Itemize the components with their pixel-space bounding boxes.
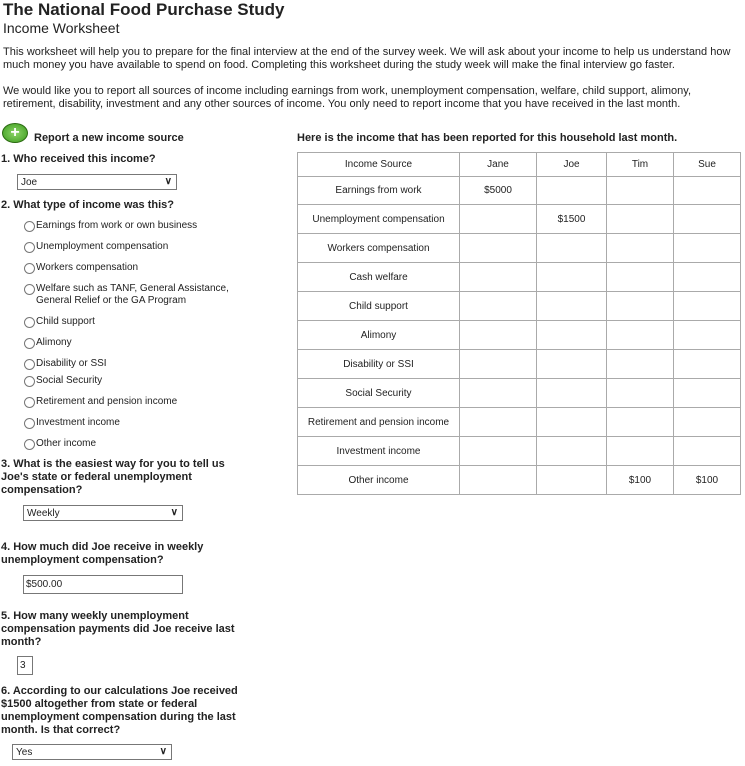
radio-circle-icon — [24, 376, 35, 387]
amount-cell: $5000 — [460, 177, 537, 205]
table-row — [298, 408, 741, 437]
amount-cell — [607, 408, 674, 437]
payments-count-input[interactable]: 3 — [17, 656, 33, 675]
column-header: Jane — [460, 153, 537, 177]
frequency-select[interactable] — [23, 505, 183, 521]
intro-paragraph: We would like you to report all sources of income including earnings from work, unemployment compensation, welfare, child support, alimony, retirement, disability, investment and any other sources of income. You only need to report income that you have received in the last month. — [3, 85, 692, 110]
income-source-cell: Cash welfare — [298, 263, 460, 292]
amount-cell — [460, 379, 537, 408]
amount-cell — [460, 466, 537, 495]
radio-label: Child support — [36, 316, 95, 327]
income-type-radio[interactable] — [24, 375, 102, 387]
income-type-radio[interactable] — [24, 337, 72, 349]
table-title: Here is the income that has been reported for this household last month. — [297, 132, 678, 144]
table-row — [298, 437, 741, 466]
amount-cell — [460, 263, 537, 292]
income-source-cell: Other income — [298, 466, 460, 495]
income-type-radio[interactable] — [24, 438, 96, 450]
amount-cell — [460, 321, 537, 350]
table-row — [298, 205, 741, 234]
income-type-radio[interactable] — [24, 396, 177, 408]
frequency-value: Weekly — [27, 508, 60, 519]
income-type-radio[interactable] — [24, 220, 197, 232]
radio-circle-icon — [24, 284, 35, 295]
confirm-select[interactable] — [12, 744, 172, 760]
amount-cell — [537, 350, 607, 379]
amount-cell — [674, 292, 741, 321]
income-type-radio[interactable] — [24, 417, 120, 429]
amount-cell — [607, 437, 674, 466]
table-row — [298, 263, 741, 292]
income-source-cell: Retirement and pension income — [298, 408, 460, 437]
amount-cell — [674, 263, 741, 292]
income-source-cell: Investment income — [298, 437, 460, 466]
amount-cell — [537, 292, 607, 321]
weekly-amount-input[interactable]: $500.00 — [23, 575, 183, 594]
column-header: Income Source — [298, 153, 460, 177]
amount-cell — [460, 205, 537, 234]
amount-cell — [607, 234, 674, 263]
radio-label: Welfare such as TANF, General Assistance, General Relief or the GA Program — [36, 283, 229, 306]
radio-label: Disability or SSI — [36, 358, 107, 369]
income-source-cell: Social Security — [298, 379, 460, 408]
radio-circle-icon — [24, 397, 35, 408]
q2-label: 2. What type of income was this? — [1, 199, 174, 211]
amount-cell — [537, 234, 607, 263]
radio-label: Investment income — [36, 417, 120, 428]
amount-cell — [674, 379, 741, 408]
radio-circle-icon — [24, 221, 35, 232]
radio-circle-icon — [24, 263, 35, 274]
income-type-radio[interactable] — [24, 283, 249, 307]
amount-cell — [460, 234, 537, 263]
q1-label: 1. Who received this income? — [1, 153, 156, 165]
amount-cell — [674, 408, 741, 437]
column-header: Joe — [537, 153, 607, 177]
income-source-cell: Disability or SSI — [298, 350, 460, 379]
amount-cell — [607, 177, 674, 205]
radio-circle-icon — [24, 317, 35, 328]
amount-cell — [537, 177, 607, 205]
amount-cell: $100 — [674, 466, 741, 495]
amount-cell — [607, 321, 674, 350]
table-row — [298, 466, 741, 495]
chevron-down-icon: ∨ — [159, 746, 167, 757]
amount-cell — [607, 350, 674, 379]
table-row — [298, 321, 741, 350]
income-source-cell: Alimony — [298, 321, 460, 350]
radio-label: Social Security — [36, 375, 103, 386]
add-income-link[interactable]: Report a new income source — [34, 132, 184, 144]
intro-paragraph: This worksheet will help you to prepare for the final interview at the end of the survey week. We will ask about your income to help us understand how much money you have available to spend on food. Completing this worksheet during the study week will make the final interview go faster. — [3, 46, 731, 71]
amount-cell — [674, 177, 741, 205]
amount-cell — [460, 292, 537, 321]
income-source-cell: Unemployment compensation — [298, 205, 460, 234]
q5-label: 5. How many weekly unemployment compensation payments did Joe receive last month? — [1, 610, 235, 648]
amount-cell — [460, 408, 537, 437]
table-row — [298, 292, 741, 321]
amount-cell — [607, 292, 674, 321]
radio-label: Retirement and pension income — [36, 396, 178, 407]
page-subtitle: Income Worksheet — [3, 20, 120, 36]
radio-label: Workers compensation — [36, 262, 139, 273]
amount-cell — [460, 350, 537, 379]
recipient-value: Joe — [21, 177, 38, 188]
income-source-cell: Earnings from work — [298, 177, 460, 205]
amount-cell — [674, 321, 741, 350]
amount-cell — [537, 466, 607, 495]
radio-circle-icon — [24, 418, 35, 429]
chevron-down-icon: ∨ — [170, 507, 178, 518]
table-row — [298, 177, 741, 205]
amount-cell — [460, 437, 537, 466]
amount-cell — [674, 437, 741, 466]
income-type-radio[interactable] — [24, 316, 95, 328]
income-table — [297, 152, 741, 495]
amount-cell — [537, 379, 607, 408]
q3-label: 3. What is the easiest way for you to tell us Joe's state or federal unemployment compensation? — [1, 458, 225, 496]
column-header: Sue — [674, 153, 741, 177]
income-source-cell: Child support — [298, 292, 460, 321]
amount-cell — [537, 263, 607, 292]
amount-cell — [674, 234, 741, 263]
add-income-icon[interactable]: + — [2, 123, 28, 143]
amount-cell — [607, 379, 674, 408]
amount-cell — [537, 408, 607, 437]
page-title: The National Food Purchase Study — [3, 0, 285, 19]
radio-circle-icon — [24, 439, 35, 450]
income-type-radio[interactable] — [24, 241, 168, 253]
radio-circle-icon — [24, 242, 35, 253]
confirm-value: Yes — [16, 747, 33, 758]
income-type-radio[interactable] — [24, 262, 138, 274]
amount-cell — [674, 205, 741, 234]
amount-cell: $100 — [607, 466, 674, 495]
table-row — [298, 350, 741, 379]
radio-circle-icon — [24, 359, 35, 370]
q4-label: 4. How much did Joe receive in weekly unemployment compensation? — [1, 541, 204, 566]
amount-cell — [537, 321, 607, 350]
amount-cell — [674, 350, 741, 379]
recipient-select[interactable] — [17, 174, 177, 190]
column-header: Tim — [607, 153, 674, 177]
table-row — [298, 234, 741, 263]
income-source-cell: Workers compensation — [298, 234, 460, 263]
radio-circle-icon — [24, 338, 35, 349]
q6-label: 6. According to our calculations Joe received $1500 altogether from state or federal unemployment compensation during the last month. Is that correct? — [1, 685, 238, 736]
radio-label: Other income — [36, 438, 97, 449]
amount-cell — [537, 437, 607, 466]
amount-cell — [607, 205, 674, 234]
amount-cell: $1500 — [537, 205, 607, 234]
radio-label: Earnings from work or own business — [36, 220, 198, 231]
amount-cell — [607, 263, 674, 292]
income-type-radio[interactable] — [24, 358, 107, 370]
chevron-down-icon: ∨ — [164, 176, 172, 187]
table-row — [298, 379, 741, 408]
radio-label: Unemployment compensation — [36, 241, 169, 252]
radio-label: Alimony — [36, 337, 72, 348]
